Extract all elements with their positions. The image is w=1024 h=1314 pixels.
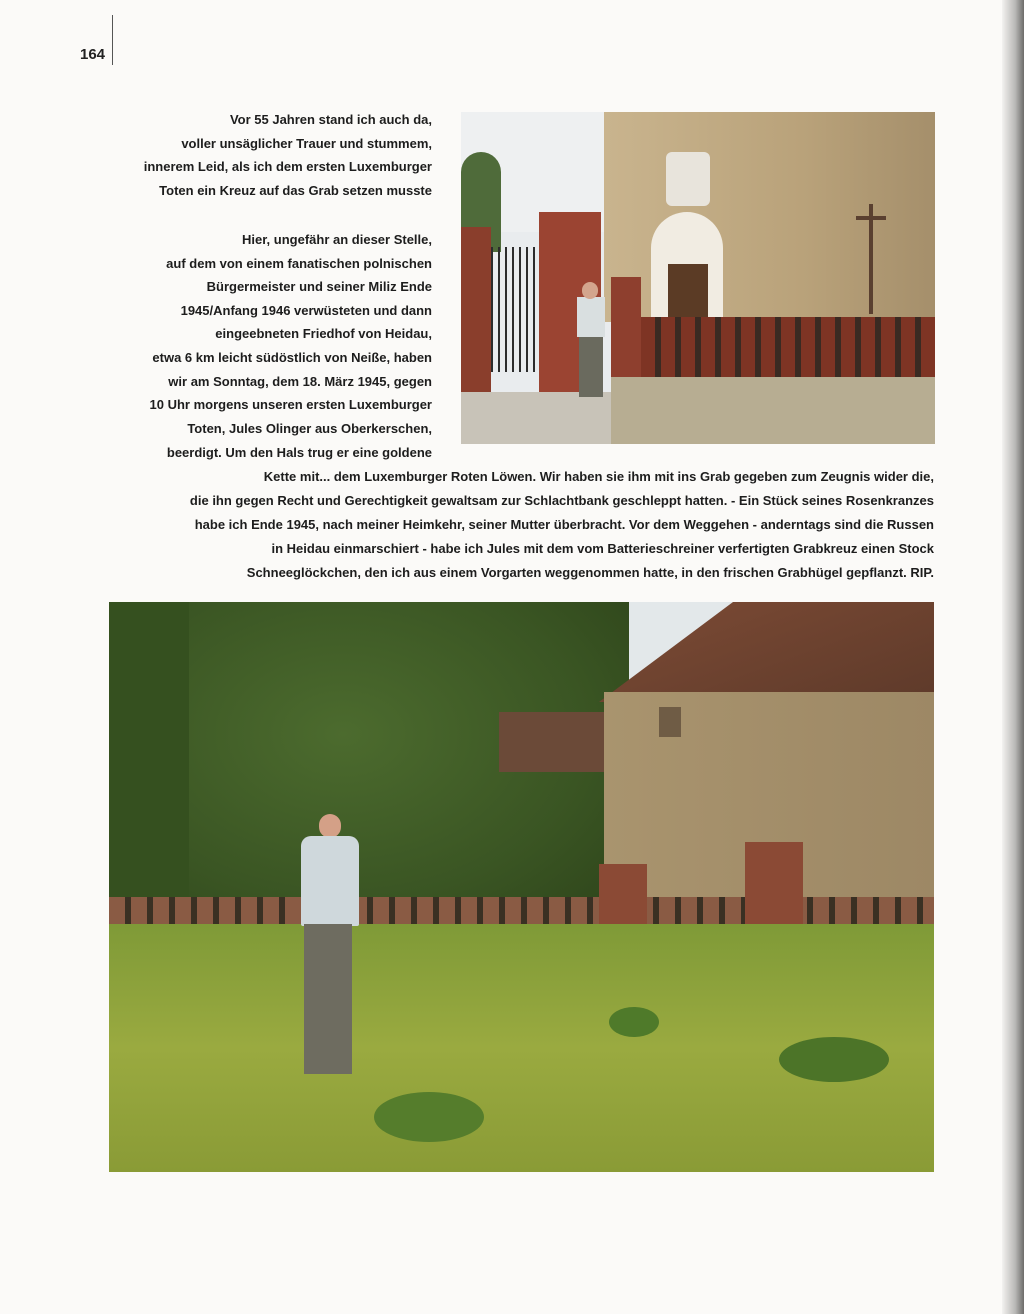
pavement <box>461 392 611 444</box>
photo-cemetery-field <box>109 602 934 1172</box>
man-shirt <box>301 836 359 926</box>
iron-gate <box>491 247 536 372</box>
text-line: 1945/Anfang 1946 verwüsteten und dann <box>180 303 432 318</box>
text-line: etwa 6 km leicht südöstlich von Neiße, haben <box>152 350 432 365</box>
page-number-rule <box>112 15 113 65</box>
text-line: voller unsäglicher Trauer und stummem, <box>181 136 432 151</box>
weed-patch <box>779 1037 889 1082</box>
text-line: in Heidau einmarschiert - habe ich Jules mit dem vom Batterieschreiner verfertigten Grabkreuz einen Stock <box>271 541 934 556</box>
text-line: innerem Leid, als ich dem ersten Luxemburger <box>143 159 432 174</box>
relief-sculpture <box>666 152 710 206</box>
text-line: wir am Sonntag, dem 18. März 1945, gegen <box>168 374 432 389</box>
text-line: Bürgermeister und seiner Miliz Ende <box>206 279 432 294</box>
text-line: Schneeglöckchen, den ich aus einem Vorgarten weggenommen hatte, in den frischen Grabhügel gepflanzt. RIP. <box>246 565 934 580</box>
photo-church-gate <box>461 112 935 444</box>
church-door <box>668 264 708 322</box>
tree-left <box>109 602 189 902</box>
text-line: eingeebneten Friedhof von Heidau, <box>215 326 432 341</box>
roof-lower <box>499 712 609 772</box>
man-trousers <box>304 924 352 1074</box>
brick-pillar <box>461 227 491 407</box>
text-line: Toten, Jules Olinger aus Oberkerschen, <box>187 421 432 436</box>
text-line: Vor 55 Jahren stand ich auch da, <box>229 112 432 127</box>
text-line: 10 Uhr morgens unseren ersten Luxemburger <box>149 397 432 412</box>
text-line: die ihn gegen Recht und Gerechtigkeit gewaltsam zur Schlachtbank geschleppt hatten. - Ein Stück seines Rosenkranzes <box>189 493 934 508</box>
weed-patch <box>609 1007 659 1037</box>
man-head <box>582 282 598 299</box>
stone-base <box>611 377 935 444</box>
text-line: Hier, ungefähr an dieser Stelle, <box>241 232 432 247</box>
text-line: Toten ein Kreuz auf das Grab setzen musste <box>159 183 432 198</box>
man-trousers <box>579 337 603 397</box>
crucifix-arm <box>856 216 886 220</box>
brick-wall <box>641 317 935 377</box>
page-number: 164 <box>80 46 106 63</box>
text-line: Kette mit... dem Luxemburger Roten Löwen. Wir haben sie ihm mit ins Grab gegeben zum Zeugnis wider die, <box>263 469 934 484</box>
text-line: auf dem von einem fanatischen polnischen <box>166 256 432 271</box>
text-line: habe ich Ende 1945, nach meiner Heimkehr, seiner Mutter überbracht. Vor dem Weggehen - anderntags sind die Russen <box>194 517 934 532</box>
book-gutter <box>1002 0 1024 1314</box>
brick-pillar <box>745 842 803 924</box>
brick-pillar <box>599 864 647 924</box>
weed-patch <box>374 1092 484 1142</box>
window <box>659 707 681 737</box>
text-line: beerdigt. Um den Hals trug er eine goldene <box>166 445 432 460</box>
crucifix <box>869 204 873 314</box>
brick-pillar <box>611 277 641 392</box>
man-shirt <box>577 297 605 337</box>
man-head <box>319 814 341 838</box>
cemetery-fence <box>109 897 934 927</box>
